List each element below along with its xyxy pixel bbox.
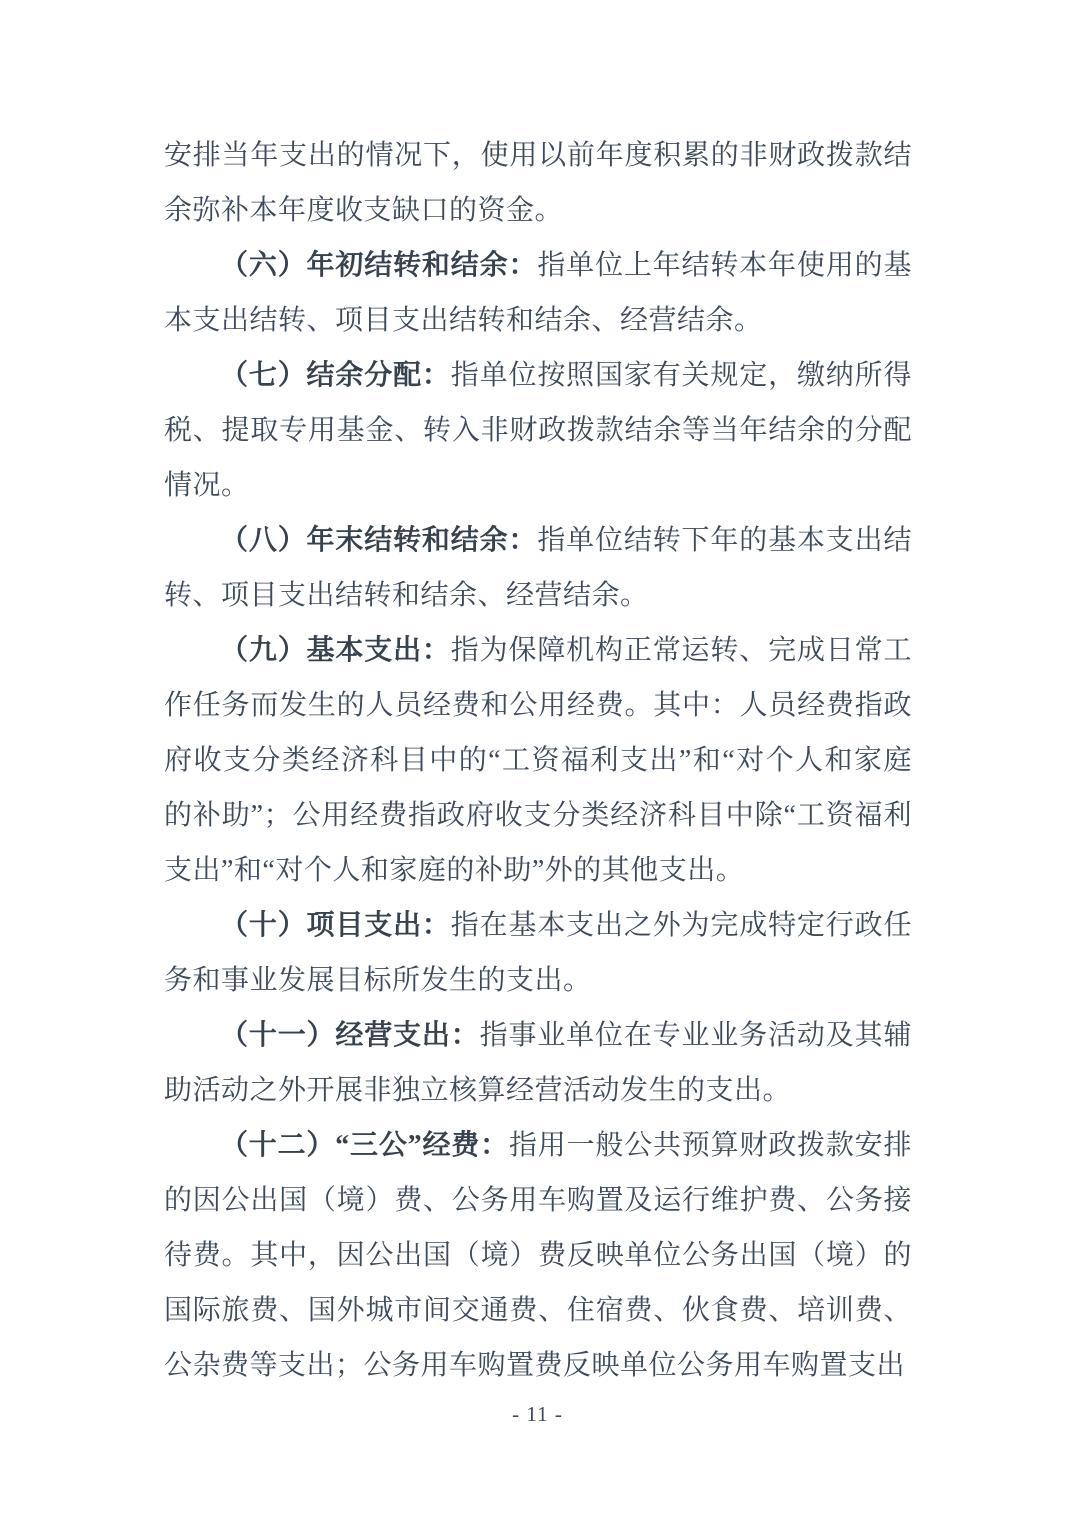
paragraph-text: 指为保障机构正常运转、完成日常工作任务而发生的人员经费和公用经费。其中：人员经费指政府收支分类经济科目中的“工资福利支出”和“对个人和家庭的补助”；公用经费指政府收支分类经济科目中除“工资福利支出”和“对个人和家庭的补助”外的其他支出。 bbox=[164, 635, 912, 886]
page-number: - 11 - bbox=[512, 1402, 563, 1426]
paragraph-item-12 bbox=[164, 1118, 912, 1393]
paragraph-text: 指用一般公共预算财政拨款安排的因公出国（境）费、公务用车购置及运行维护费、公务接待费。其中，因公出国（境）费反映单位公务出国（境）的国际旅费、国外城市间交通费、住宿费、伙食费、培训费、公杂费等支出；公务用车购置费反映单位公务用车购置支出 bbox=[164, 1130, 912, 1381]
term-label: （十二）“三公”经费： bbox=[220, 1130, 509, 1161]
paragraph-text: 指单位上年结转本年使用的基本支出结转、项目支出结转和结余、经营结余。 bbox=[164, 250, 912, 336]
paragraph-item-6 bbox=[164, 238, 912, 348]
term-label: （九）基本支出： bbox=[220, 635, 451, 666]
paragraph-continuation bbox=[164, 128, 912, 238]
paragraph-item-11 bbox=[164, 1008, 912, 1118]
paragraph-item-8 bbox=[164, 513, 912, 623]
term-label: （十）项目支出： bbox=[220, 910, 451, 941]
paragraph-text: 指在基本支出之外为完成特定行政任务和事业发展目标所发生的支出。 bbox=[164, 910, 912, 996]
paragraph-item-9 bbox=[164, 623, 912, 898]
paragraph-item-7 bbox=[164, 348, 912, 513]
term-label: （十一）经营支出： bbox=[220, 1020, 480, 1051]
document-body bbox=[164, 128, 912, 1393]
paragraph-text: 指单位结转下年的基本支出结转、项目支出结转和结余、经营结余。 bbox=[164, 525, 912, 611]
paragraph-item-10 bbox=[164, 898, 912, 1008]
paragraph-text: 指单位按照国家有关规定，缴纳所得税、提取专用基金、转入非财政拨款结余等当年结余的分配情况。 bbox=[164, 360, 912, 501]
term-label: （八）年末结转和结余： bbox=[220, 525, 538, 556]
term-label: （六）年初结转和结余： bbox=[220, 250, 538, 281]
paragraph-text: 指事业单位在专业业务活动及其辅助活动之外开展非独立核算经营活动发生的支出。 bbox=[164, 1020, 912, 1106]
term-label: （七）结余分配： bbox=[220, 360, 451, 391]
paragraph-text: 安排当年支出的情况下，使用以前年度积累的非财政拨款结余弥补本年度收支缺口的资金。 bbox=[164, 140, 912, 226]
